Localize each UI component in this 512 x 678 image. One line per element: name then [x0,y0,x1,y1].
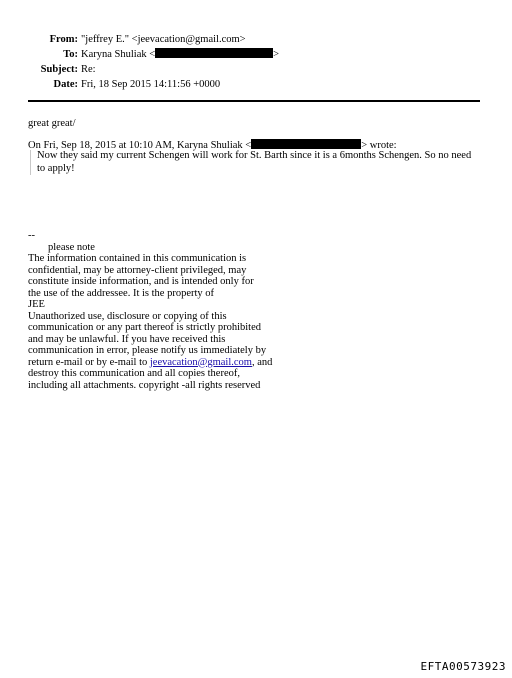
to-label: To: [63,49,78,60]
date-row [0,77,512,92]
redaction-box [251,139,361,149]
to-row [0,47,512,62]
disclaimer-line: communication in error, please notify us immediately by [28,345,267,356]
from-row [0,32,512,47]
disclaimer-line: Unauthorized use, disclosure or copying of this [28,310,227,322]
disclaimer-line: communication or any part thereof is strictly prohibited [28,322,261,333]
redaction-box [155,48,273,58]
subject-row [0,62,512,77]
disclaimer-line [28,357,288,369]
attribution-prefix: On Fri, Sep 18, 2015 at 10:10 AM, Karyna Shuliak < [28,140,252,151]
email-header [0,32,512,92]
disclaimer-line: JEE [28,299,45,310]
line-prefix: return e-mail or by e-mail to [28,356,150,368]
to-suffix: > [273,49,280,60]
attribution-suffix: > wrote: [361,140,397,151]
disclaimer-line: The information contained in this communication is [28,253,247,264]
disclaimer-line: constitute inside information, and is intended only for [28,276,254,287]
subject-label: Subject: [40,64,78,75]
disclaimer-line: and may be unlawful. If you have received this [28,333,226,345]
from-label: From: [49,34,78,45]
subject-value: Re: [81,64,96,75]
document-id: EFTA00573923 [420,660,506,673]
reply-text: great great/ [28,118,76,129]
disclaimer-line: the use of the addressee. It is the property of [28,287,215,299]
from-value: "jeffrey E." <jeevacation@gmail.com> [81,34,246,45]
email-link[interactable]: jeevacation@gmail.com [149,356,252,368]
to-value [81,47,279,62]
disclaimer-line: destroy this communication and all copies thereof, [28,368,240,379]
line-suffix: , and [251,356,273,368]
to-name: Karyna Shuliak < [81,49,156,60]
disclaimer-line: including all attachments. copyright -all rights reserved [28,379,261,391]
date-label: Date: [53,79,78,90]
date-value: Fri, 18 Sep 2015 14:11:56 +0000 [81,79,221,90]
disclaimer-line: confidential, may be attorney-client privileged, may [28,264,247,276]
header-divider [28,100,480,102]
quoted-message: Now they said my current Schengen will work for St. Barth since it is a 6months Schengen. So no need to apply! [30,150,477,175]
signature-block [28,230,288,391]
note-title: please note [48,241,95,253]
signature-dashes: -- [28,230,35,241]
